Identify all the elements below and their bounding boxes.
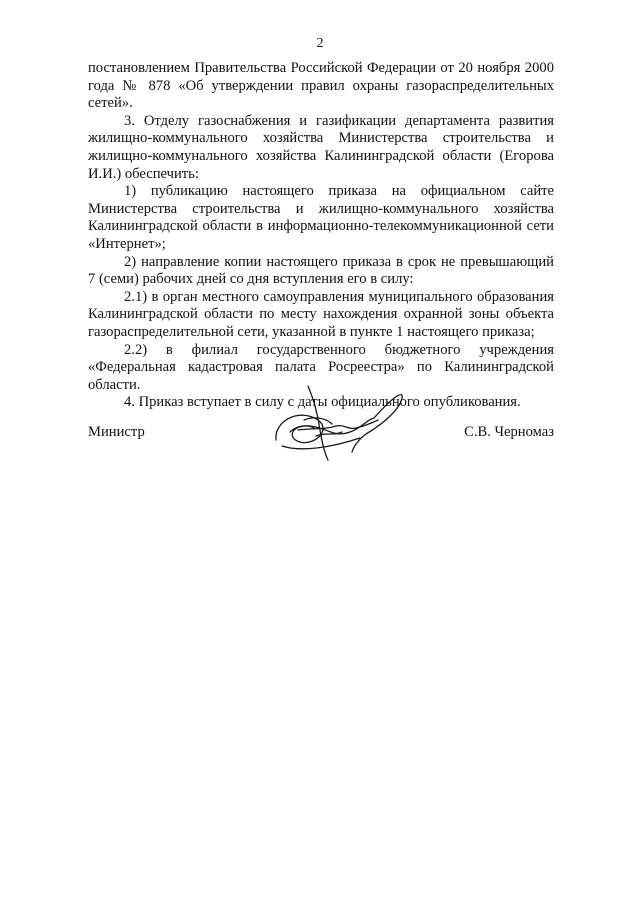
signatory-name: С.В. Черномаз xyxy=(464,424,554,440)
paragraph-subitem-2-2: 2.2) в филиал государственного бюджетного учреждения «Федеральная кадастровая палата Росреестра» по Калининградской области. xyxy=(88,341,554,393)
document-body xyxy=(88,60,554,412)
paragraph-subitem-2-1: 2.1) в орган местного самоуправления муниципального образования Калининградской области по месту нахождения охранной зоны объекта газораспределительной сети, указанной в пункте 1 настоящего приказа; xyxy=(88,288,554,340)
signatory-title: Министр xyxy=(88,424,145,440)
page-number: 2 xyxy=(316,36,324,51)
paragraph-continuation: постановлением Правительства Российской Федерации от 20 ноября 2000 года № 878 «Об утверждении правил охраны газораспределительных сетей». xyxy=(88,60,554,112)
paragraph-subitem-1: 1) публикацию настоящего приказа на официальном сайте Министерства строительства и жилищно-коммунального хозяйства Калининградской области в информационно-телекоммуникационной сети «Интернет»; xyxy=(88,183,554,252)
paragraph-subitem-2: 2) направление копии настоящего приказа в срок не превышающий 7 (семи) рабочих дней со дня вступления его в силу: xyxy=(88,253,554,288)
paragraph-item-4: 4. Приказ вступает в силу с даты официального опубликования. xyxy=(124,394,521,411)
signature-block xyxy=(88,380,554,470)
paragraph-item-3: 3. Отделу газоснабжения и газификации департамента развития жилищно-коммунального хозяйства Министерства строительства и жилищно-коммунального хозяйства Калининградской области (Егорова И.И.) обеспечить: xyxy=(88,112,554,182)
handwritten-signature xyxy=(270,380,410,466)
